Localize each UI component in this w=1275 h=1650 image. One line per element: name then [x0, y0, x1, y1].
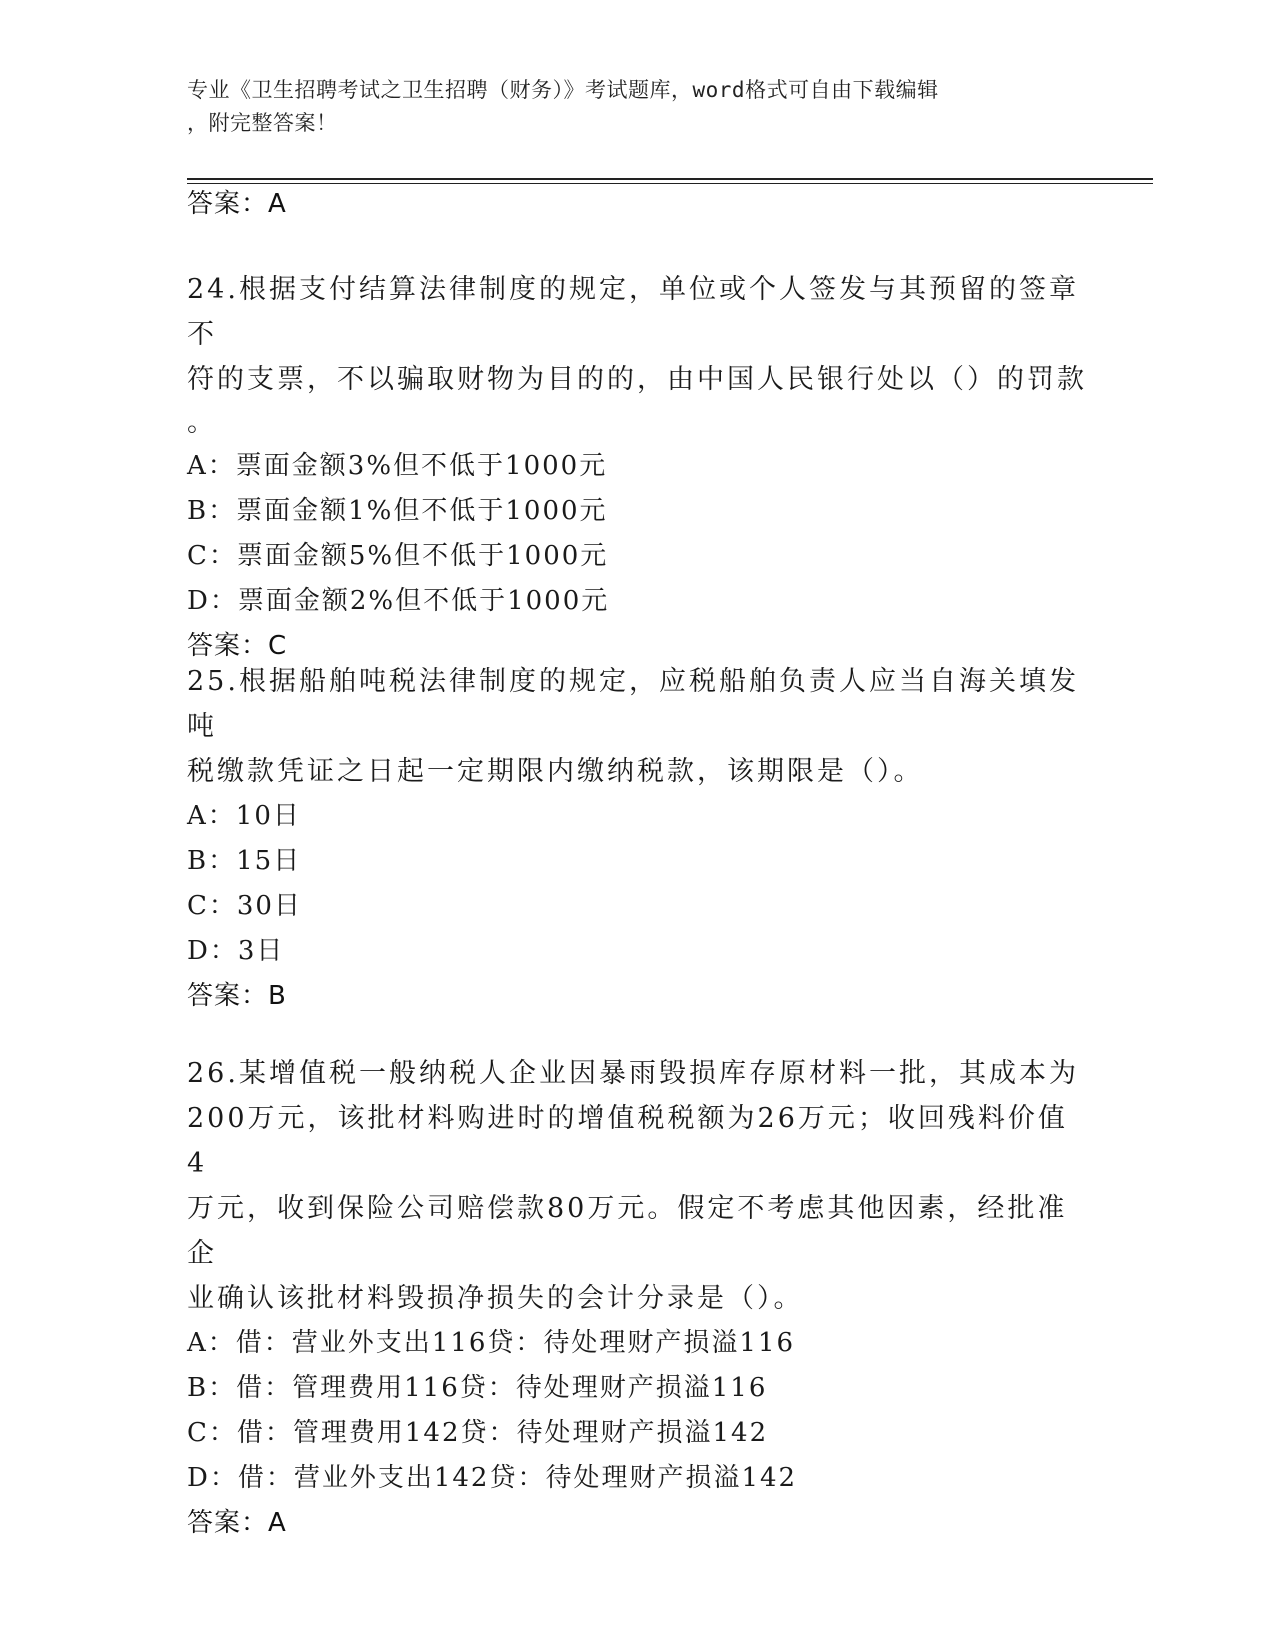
question-25 [187, 659, 1087, 1014]
question-text-line: 200万元，该批材料购进时的增值税税额为26万元；收回残料价值4 [187, 1103, 1068, 1179]
option-b: B：借：管理费用116贷：待处理财产损溢116 [187, 1373, 768, 1403]
option-d: D：票面金额2%但不低于1000元 [187, 586, 610, 616]
question-text-line: 业确认该批材料毁损净损失的会计分录是（）。 [187, 1283, 804, 1314]
question-text-line: 26.某增值税一般纳税人企业因暴雨毁损库存原材料一批，其成本为 [187, 1058, 1079, 1089]
option-d: D：借：营业外支出142贷：待处理财产损溢142 [187, 1463, 798, 1493]
option-a: A：借：营业外支出116贷：待处理财产损溢116 [187, 1328, 796, 1358]
option-b: B：票面金额1%但不低于1000元 [187, 496, 608, 526]
option-c: C：票面金额5%但不低于1000元 [187, 541, 609, 571]
option-b: B：15日 [187, 846, 302, 876]
option-a: A：票面金额3%但不低于1000元 [187, 451, 608, 481]
header-divider [187, 178, 1153, 184]
header-line-2: ，附完整答案！ [187, 111, 338, 135]
question-text-line: 符的支票，不以骗取财物为目的的，由中国人民银行处以（）的罚款 [187, 364, 1087, 395]
question-24 [187, 267, 1087, 664]
question-text-line: 24.根据支付结算法律制度的规定，单位或个人签发与其预留的签章不 [187, 274, 1079, 350]
option-d: D：3日 [187, 936, 285, 966]
question-text-line: 。 [187, 407, 217, 438]
question-text-line: 25.根据船舶吨税法律制度的规定，应税船舶负责人应当自海关填发吨 [187, 666, 1079, 742]
option-c: C：30日 [187, 891, 302, 921]
option-a: A：10日 [187, 801, 301, 831]
page-header [187, 74, 1067, 140]
question-text-line: 税缴款凭证之日起一定期限内缴纳税款，该期限是（）。 [187, 756, 924, 787]
question-text-line: 万元，收到保险公司赔偿款80万元。假定不考虑其他因素，经批准企 [187, 1193, 1068, 1269]
question-26 [187, 1051, 1087, 1541]
answer: 答案：A [187, 1508, 287, 1538]
answer-prev: 答案：A [187, 189, 287, 219]
header-line-1: 专业《卫生招聘考试之卫生招聘（财务）》考试题库，word格式可自由下载编辑 [187, 78, 939, 102]
answer: 答案：B [187, 981, 287, 1011]
option-c: C：借：管理费用142贷：待处理财产损溢142 [187, 1418, 769, 1448]
answer: 答案：C [187, 631, 288, 661]
